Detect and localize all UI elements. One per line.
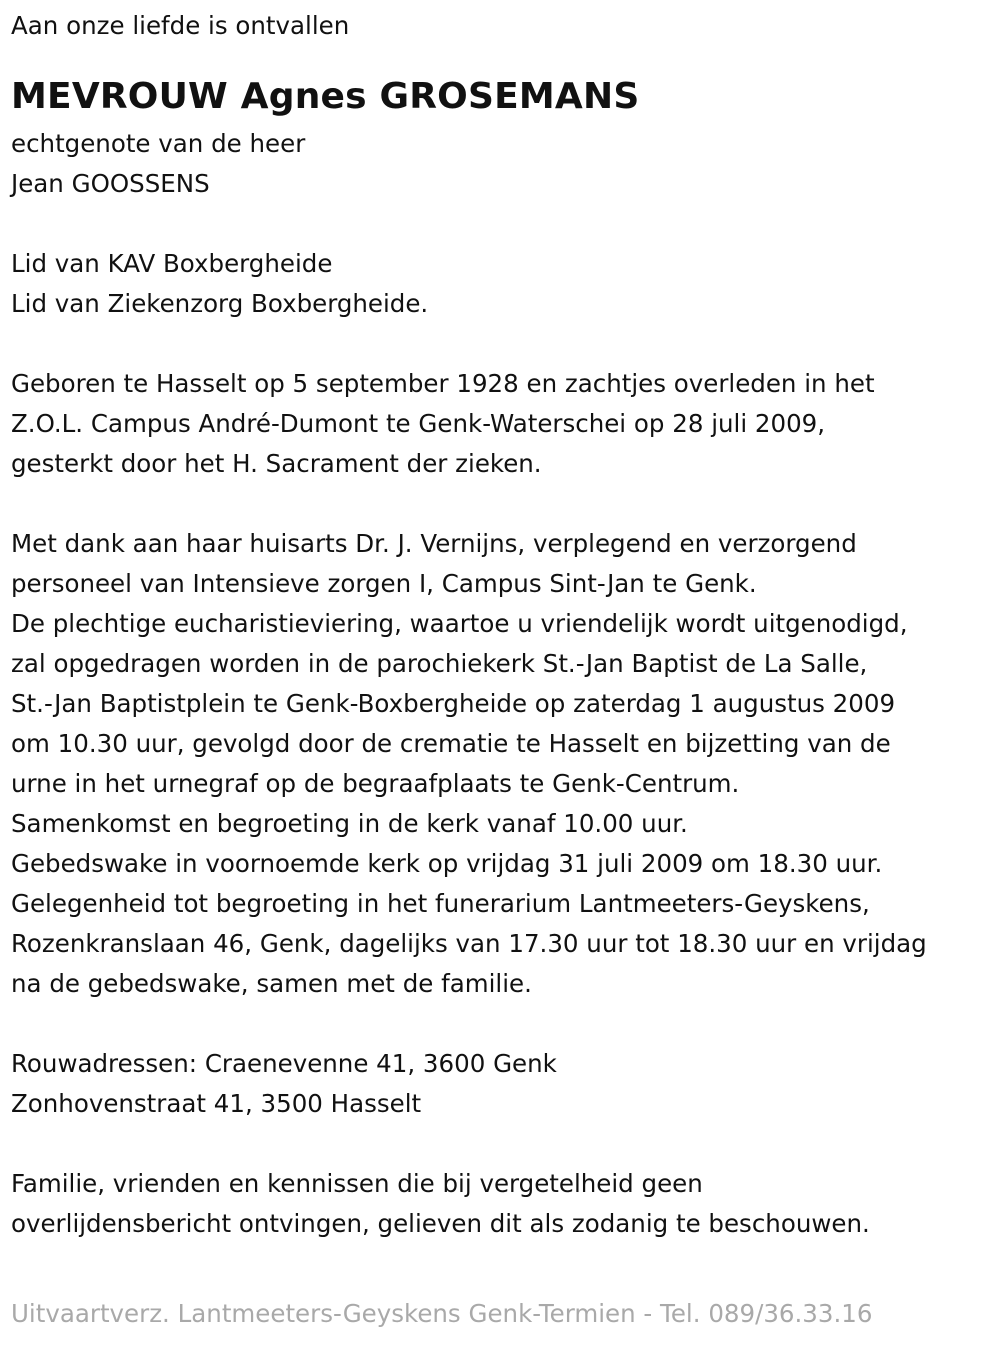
ceremony-line: De plechtige eucharistieviering, waartoe u vriendelijk wordt uitgenodigd, (11, 609, 908, 638)
spacer (11, 1004, 1000, 1044)
spacer (11, 484, 1000, 524)
spacer (11, 204, 1000, 244)
membership-line: Lid van KAV Boxbergheide (11, 249, 333, 278)
deceased-name: MEVROUW Agnes GROSEMANS (11, 76, 640, 117)
spacer (11, 1124, 1000, 1164)
spacer (11, 324, 1000, 364)
ceremony-line: na de gebedswake, samen met de familie. (11, 969, 532, 998)
spouse-name: Jean GOOSSENS (11, 169, 210, 198)
ceremony-line: Gebedswake in voornoemde kerk op vrijdag 31 juli 2009 om 18.30 uur. (11, 849, 883, 878)
spouse-section (11, 124, 1000, 204)
ceremony-line: St.-Jan Baptistplein te Genk-Boxbergheide op zaterdag 1 augustus 2009 (11, 689, 896, 718)
birth-death-line: Geboren te Hasselt op 5 september 1928 en zachtjes overleden in het (11, 369, 875, 398)
birth-death-line: gesterkt door het H. Sacrament der zieken. (11, 449, 542, 478)
ceremony-line: zal opgedragen worden in de parochiekerk St.-Jan Baptist de La Salle, (11, 649, 868, 678)
ceremony-line: om 10.30 uur, gevolgd door de crematie te Hasselt en bijzetting van de (11, 729, 891, 758)
ceremony-line: Samenkomst en begroeting in de kerk vanaf 10.00 uur. (11, 809, 688, 838)
memberships-section (11, 244, 1000, 324)
birth-death-line: Z.O.L. Campus André-Dumont te Genk-Waterschei op 28 juli 2009, (11, 409, 826, 438)
closing-line: overlijdensbericht ontvingen, gelieven dit als zodanig te beschouwen. (11, 1209, 870, 1238)
intro-text: Aan onze liefde is ontvallen (11, 11, 350, 40)
address-line: Rouwadressen: Craenevenne 41, 3600 Genk (11, 1049, 557, 1078)
closing-line: Familie, vrienden en kennissen die bij vergetelheid geen (11, 1169, 703, 1198)
ceremony-line: urne in het urnegraf op de begraafplaats te Genk-Centrum. (11, 769, 740, 798)
spouse-line: echtgenote van de heer (11, 129, 306, 158)
ceremony-section (11, 524, 1000, 1004)
closing-section (11, 1164, 1000, 1244)
ceremony-line: Rozenkranslaan 46, Genk, dagelijks van 17.30 uur tot 18.30 uur en vrijdag (11, 929, 927, 958)
funeral-home-footer: Uitvaartverz. Lantmeeters-Geyskens Genk-Termien - Tel. 089/36.33.16 (11, 1299, 873, 1328)
birth-death-section (11, 364, 1000, 484)
addresses-section (11, 1044, 1000, 1124)
ceremony-line: Met dank aan haar huisarts Dr. J. Vernijns, verplegend en verzorgend (11, 529, 857, 558)
ceremony-line: Gelegenheid tot begroeting in het funerarium Lantmeeters-Geyskens, (11, 889, 870, 918)
ceremony-line: personeel van Intensieve zorgen I, Campus Sint-Jan te Genk. (11, 569, 757, 598)
membership-line: Lid van Ziekenzorg Boxbergheide. (11, 289, 429, 318)
address-line: Zonhovenstraat 41, 3500 Hasselt (11, 1089, 422, 1118)
